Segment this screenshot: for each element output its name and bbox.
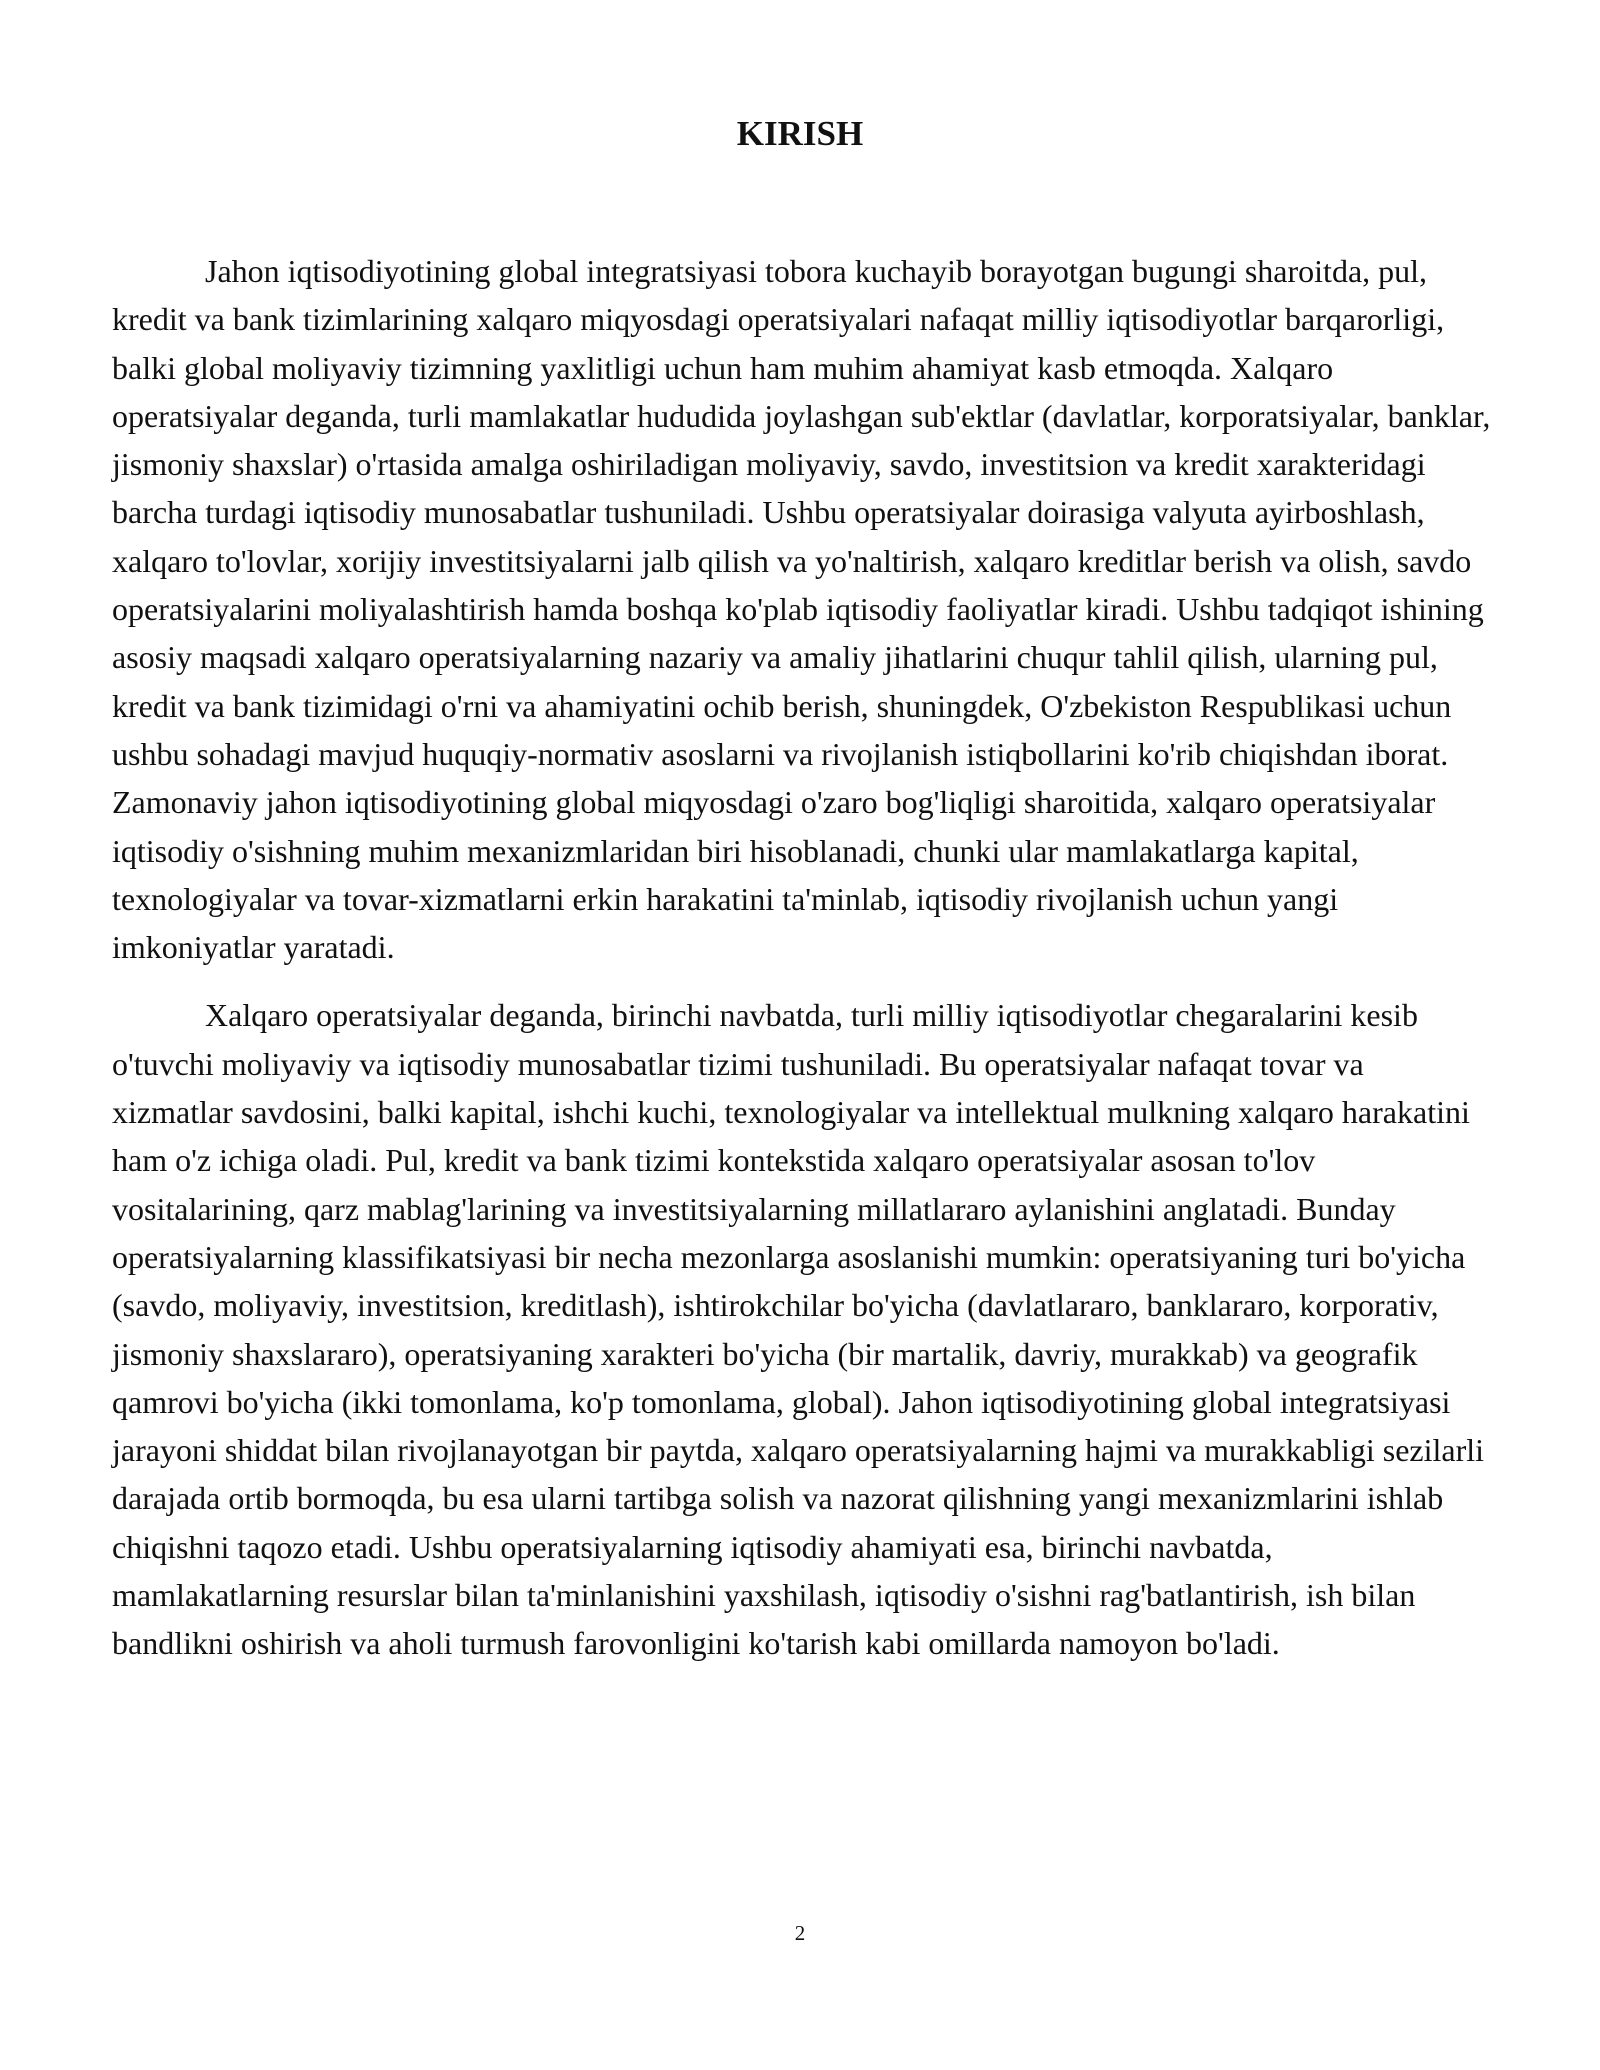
paragraph-2: Xalqaro operatsiyalar deganda, birinchi navbatda, turli milliy iqtisodiyotlar chegaralarini kesib o'tuvchi moliyaviy va iqtisodiy munosabatlar tizimi tushuniladi. Bu operatsiyalar nafaqat tovar va xizmatlar savdosini, balki kapital, ishchi kuchi, texnologiyalar va intellektual mulkning xalqaro harakatini ham o'z ichiga oladi. Pul, kredit va bank tizimi kontekstida xalqaro operatsiyalar asosan to'lov vositalarining, qarz mablag'larining va investitsiyalarning millatlararo aylanishini anglatadi. Bunday operatsiyalarning klassifikatsiyasi bir necha mezonlarga asoslanishi mumkin: operatsiyaning turi bo'yicha (savdo, moliyaviy, investitsion, kreditlash), ishtirokchilar bo'yicha (davlatlararo, banklararo, korporativ, jismoniy shaxslararo), operatsiyaning xarakteri bo'yicha (bir martalik, davriy, murakkab) va geografik qamrovi bo'yicha (ikki tomonlama, ko'p tomonlama, global). Jahon iqtisodiyotining global integratsiyasi jarayoni shiddat bilan rivojlanayotgan bir paytda, xalqaro operatsiyalarning hajmi va murakkabligi sezilarli darajada ortib bormoqda, bu esa ularni tartibga solish va nazorat qilishning yangi mexanizmlarini ishlab chiqishni taqozo etadi. Ushbu operatsiyalarning iqtisodiy ahamiyati esa, birinchi navbatda, mamlakatlarning resurslar bilan ta'minlanishini yaxshilash, iqtisodiy o'sishni rag'batlantirish, ish bilan bandlikni oshirish va aholi turmush farovonligini ko'tarish kabi omillarda namoyon bo'ladi. <box>112 997 1485 1662</box>
page-number: 2 <box>794 1921 806 1945</box>
section-heading: KIRISH <box>736 114 864 153</box>
paragraph-1: Jahon iqtisodiyotining global integratsiyasi tobora kuchayib borayotgan bugungi sharoitda, pul, kredit va bank tizimlarining xalqaro miqyosdagi operatsiyalari nafaqat milliy iqtisodiyotlar barqarorligi, balki global moliyaviy tizimning yaxlitligi uchun ham muhim ahamiyat kasb etmoqda. Xalqaro operatsiyalar deganda, turli mamlakatlar hududida joylashgan sub'ektlar (davlatlar, korporatsiyalar, banklar, jismoniy shaxslar) o'rtasida amalga oshiriladigan moliyaviy, savdo, investitsion va kredit xarakteridagi barcha turdagi iqtisodiy munosabatlar tushuniladi. Ushbu operatsiyalar doirasiga valyuta ayirboshlash, xalqaro to'lovlar, xorijiy investitsiyalarni jalb qilish va yo'naltirish, xalqaro kreditlar berish va olish, savdo operatsiyalarini moliyalashtirish hamda boshqa ko'plab iqtisodiy faoliyatlar kiradi. Ushbu tadqiqot ishining asosiy maqsadi xalqaro operatsiyalarning nazariy va amaliy jihatlarini chuqur tahlil qilish, ularning pul, kredit va bank tizimidagi o'rni va ahamiyatini ochib berish, shuningdek, O'zbekiston Respublikasi uchun ushbu sohadagi mavjud huquqiy-normativ asoslarni va rivojlanish istiqbollarini ko'rib chiqishdan iborat. Zamonaviy jahon iqtisodiyotining global miqyosdagi o'zaro bog'liqligi sharoitida, xalqaro operatsiyalar iqtisodiy o'sishning muhim mexanizmlaridan biri hisoblanadi, chunki ular mamlakatlarga kapital, texnologiyalar va tovar-xizmatlarni erkin harakatini ta'minlab, iqtisodiy rivojlanish uchun yangi imkoniyatlar yaratadi. <box>112 253 1491 966</box>
body-text <box>112 247 1492 1688</box>
